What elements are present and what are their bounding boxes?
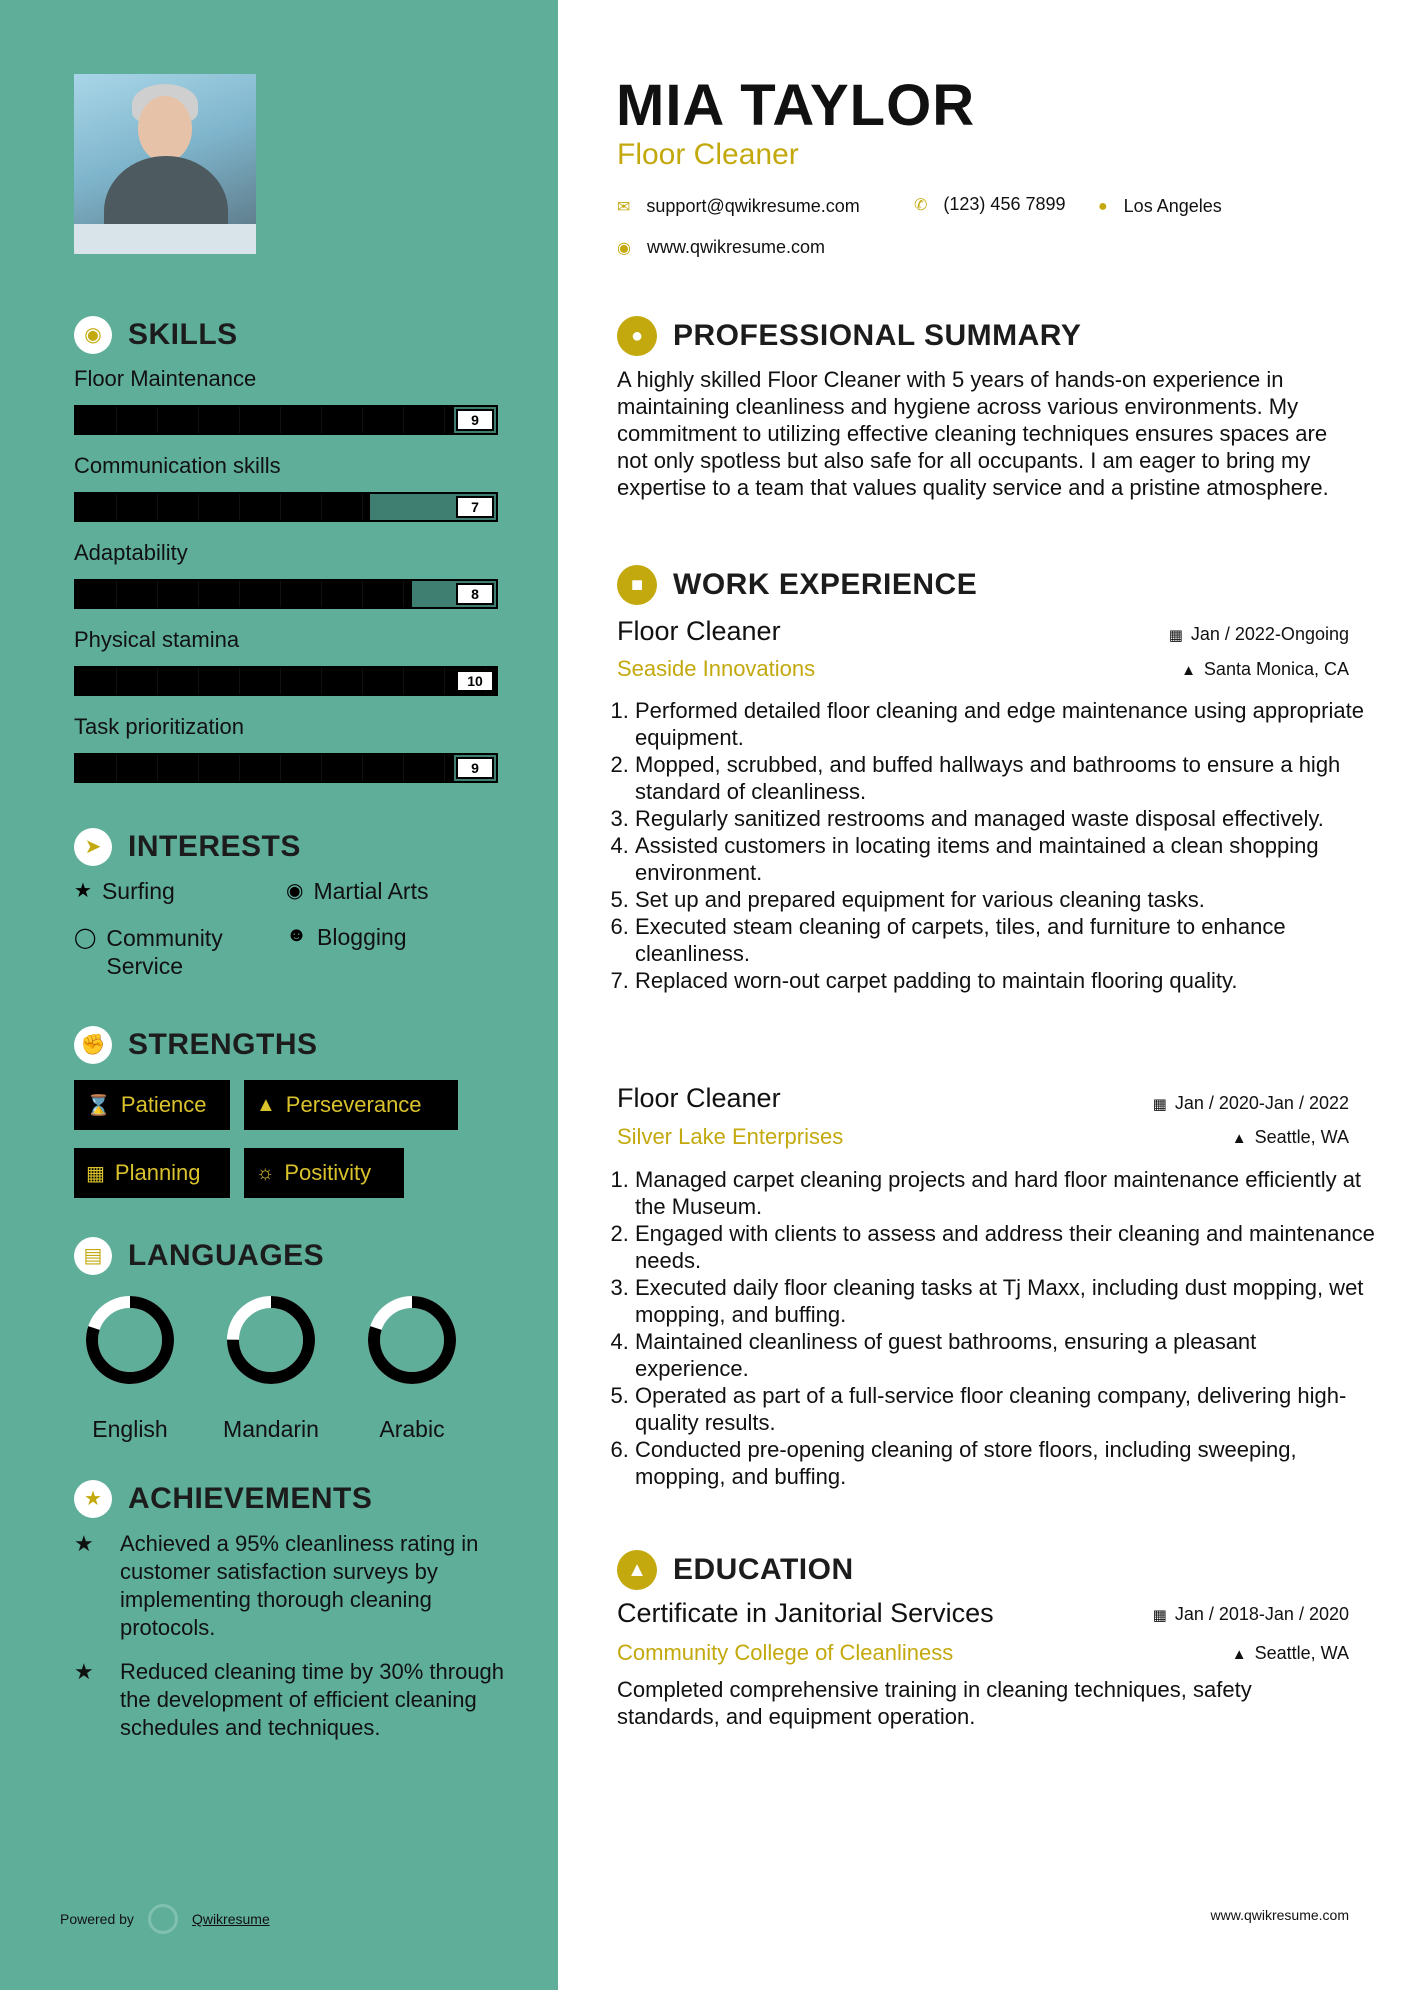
- strength-tag: ☼ Positivity: [244, 1148, 404, 1198]
- skill-level: 10: [456, 670, 494, 692]
- summary-text: A highly skilled Floor Cleaner with 5 years of hands-on experience in maintaining cleanliness and hygiene across various environments. My commitment to utilizing effective cleaning techniques ensures spaces are not only spotless but also safe for all occupants. I am eager to bring my expertise to a team that values quality service and a pristine atmosphere.: [617, 367, 1329, 500]
- interests-heading: [74, 828, 301, 866]
- skill-name: Task prioritization: [74, 714, 244, 739]
- skill-level: 9: [456, 409, 494, 431]
- duty-item: 2. Engaged with clients to assess and address their cleaning and maintenance needs.: [635, 1220, 1375, 1274]
- skill-bar: [74, 666, 498, 696]
- contact-location: ● Los Angeles: [1098, 196, 1222, 216]
- language-name: Mandarin: [223, 1416, 319, 1442]
- duty-item: 7. Replaced worn-out carpet padding to maintain flooring quality.: [635, 967, 1375, 994]
- achievement-item: ★ Reduced cleaning time by 30% through the development of efficient cleaning schedules and techniques.: [74, 1659, 505, 1740]
- language-ring: [82, 1292, 178, 1388]
- paper-plane-icon: ➤: [74, 828, 112, 866]
- briefcase-icon: ■: [617, 565, 657, 605]
- strength-tag: ⌛ Patience: [74, 1080, 230, 1130]
- handshake-icon: ◯: [74, 927, 97, 949]
- duty-item: 4. Assisted customers in locating items and maintained a clean shopping environment.: [635, 832, 1375, 886]
- skill-level: 7: [456, 496, 494, 518]
- education-dates: ▦ Jan / 2018-Jan / 2020: [1152, 1604, 1349, 1624]
- calendar-icon: ▦: [1152, 1096, 1167, 1113]
- language-item: [221, 1292, 321, 1443]
- language-item: [80, 1292, 180, 1443]
- pin-icon: ▲: [1231, 1646, 1247, 1663]
- education-title: EDUCATION: [673, 1553, 854, 1586]
- envelope-icon: ✉: [617, 198, 631, 216]
- languages-title: LANGUAGES: [128, 1239, 325, 1272]
- experience-title: WORK EXPERIENCE: [673, 568, 978, 601]
- candidate-name: MIA TAYLOR: [616, 73, 976, 138]
- education-school: Community College of Cleanliness: [617, 1640, 954, 1665]
- experience-heading: [617, 565, 977, 605]
- interest-item: ☻ Blogging: [286, 924, 407, 950]
- language-icon: ▤: [74, 1237, 112, 1275]
- job-location: ▲ Santa Monica, CA: [1181, 659, 1349, 679]
- duty-item: 1. Performed detailed floor cleaning and edge maintenance using appropriate equipment.: [635, 697, 1375, 751]
- calendar-icon: ▦: [86, 1162, 105, 1185]
- duty-item: 4. Maintained cleanliness of guest bathrooms, ensuring a pleasant experience.: [635, 1328, 1375, 1382]
- contact-email[interactable]: ✉ support@qwikresume.com: [617, 196, 860, 216]
- fist-icon: ✊: [74, 1026, 112, 1064]
- interest-item: ◉ Martial Arts: [286, 878, 429, 904]
- job-duties: [617, 1166, 1375, 1490]
- skill-name: Physical stamina: [74, 627, 240, 652]
- duty-item: 5. Set up and prepared equipment for various cleaning tasks.: [635, 886, 1375, 913]
- languages-heading: [74, 1237, 324, 1275]
- globe-icon: ◉: [617, 239, 631, 257]
- skill-name: Communication skills: [74, 453, 281, 478]
- skill-level: 8: [456, 583, 494, 605]
- duty-item: 5. Operated as part of a full-service floor cleaning company, delivering high-quality results.: [635, 1382, 1375, 1436]
- summary-heading: [617, 316, 1081, 356]
- strength-tag: ▲ Perseverance: [244, 1080, 458, 1130]
- duty-item: 6. Conducted pre-opening cleaning of store floors, including sweeping, mopping, and buffing.: [635, 1436, 1375, 1490]
- strengths-title: STRENGTHS: [128, 1028, 318, 1061]
- job-dates: ▦ Jan / 2022-Ongoing: [1168, 624, 1349, 644]
- users-icon: ☻: [286, 924, 308, 946]
- language-name: English: [92, 1416, 168, 1442]
- duty-item: 2. Mopped, scrubbed, and buffed hallways and bathrooms to ensure a high standard of cleanliness.: [635, 751, 1375, 805]
- skill-bar: [74, 753, 498, 783]
- skill-bar: [74, 492, 498, 522]
- star-icon: ★: [74, 1659, 94, 1684]
- pin-icon: ▲: [1181, 662, 1196, 679]
- education-degree: Certificate in Janitorial Services: [617, 1598, 994, 1628]
- candidate-role: Floor Cleaner: [617, 138, 799, 171]
- hourglass-icon: ⌛: [86, 1094, 111, 1117]
- achievements-heading: [74, 1480, 372, 1518]
- interests-title: INTERESTS: [128, 830, 301, 863]
- phone-icon: ✆: [914, 196, 928, 214]
- pin-icon: ▲: [1231, 1130, 1247, 1147]
- education-heading: [617, 1550, 854, 1590]
- duty-item: 3. Executed daily floor cleaning tasks at Tj Maxx, including dust mopping, wet mopping, and buffing.: [635, 1274, 1375, 1328]
- qwikresume-link[interactable]: Qwikresume: [191, 1911, 270, 1927]
- qwikresume-logo-icon: [148, 1904, 178, 1934]
- language-name: Arabic: [379, 1416, 445, 1442]
- skill-name: Adaptability: [74, 540, 188, 565]
- duty-item: 6. Executed steam cleaning of carpets, tiles, and furniture to enhance cleanliness.: [635, 913, 1375, 967]
- sidebar: [0, 0, 558, 1990]
- language-item: [362, 1292, 462, 1443]
- calendar-icon: ▦: [1152, 1607, 1167, 1624]
- job-dates: ▦ Jan / 2020-Jan / 2022: [1152, 1093, 1349, 1113]
- graduation-cap-icon: ▲: [617, 1550, 657, 1590]
- map-marker-icon: ●: [1098, 197, 1108, 215]
- skills-title: SKILLS: [128, 318, 238, 351]
- achievement-item: ★ Achieved a 95% cleanliness rating in customer satisfaction surveys by implementing thorough cleaning protocols.: [74, 1531, 479, 1640]
- summary-title: PROFESSIONAL SUMMARY: [673, 319, 1082, 352]
- user-icon: ●: [617, 316, 657, 356]
- footer-website[interactable]: www.qwikresume.com: [1210, 1907, 1349, 1923]
- star-icon: ★: [74, 1531, 94, 1556]
- skill-level: 9: [456, 757, 494, 779]
- calendar-icon: ▦: [1168, 627, 1183, 644]
- job-company: Silver Lake Enterprises: [617, 1124, 844, 1149]
- sun-icon: ☼: [256, 1161, 275, 1184]
- education-text: Completed comprehensive training in cleaning techniques, safety standards, and equipment operation.: [617, 1677, 1252, 1729]
- skill-name: Floor Maintenance: [74, 366, 257, 391]
- contact-phone[interactable]: ✆ (123) 456 7899: [914, 194, 1066, 214]
- skill-bar: [74, 579, 498, 609]
- language-ring: [364, 1292, 460, 1388]
- globe-icon: ◉: [286, 880, 304, 902]
- star-icon: ★: [74, 880, 92, 902]
- education-location: ▲ Seattle, WA: [1231, 1643, 1349, 1663]
- achievements-title: ACHIEVEMENTS: [128, 1482, 373, 1515]
- job-company: Seaside Innovations: [617, 656, 816, 681]
- job-duties: [617, 697, 1375, 994]
- strengths-heading: [74, 1026, 318, 1064]
- language-ring: [223, 1292, 319, 1388]
- strength-tag: ▦ Planning: [74, 1148, 230, 1198]
- job-title: Floor Cleaner: [617, 1083, 781, 1113]
- powered-by: Powered by Qwikresume: [60, 1904, 270, 1934]
- lightbulb-icon: ◉: [74, 316, 112, 354]
- skill-bar: [74, 405, 498, 435]
- profile-photo: [74, 74, 256, 254]
- main-content: [558, 0, 1407, 1990]
- duty-item: 3. Regularly sanitized restrooms and managed waste disposal effectively.: [635, 805, 1375, 832]
- interest-item: ◯ Community Service: [74, 925, 223, 979]
- trophy-icon: ★: [74, 1480, 112, 1518]
- contact-website[interactable]: ◉ www.qwikresume.com: [617, 237, 826, 257]
- skills-heading: [74, 316, 238, 354]
- job-location: ▲ Seattle, WA: [1231, 1127, 1349, 1147]
- interest-item: ★ Surfing: [74, 878, 175, 904]
- duty-item: 1. Managed carpet cleaning projects and hard floor maintenance efficiently at the Museum.: [635, 1166, 1375, 1220]
- road-icon: ▲: [256, 1093, 276, 1116]
- job-title: Floor Cleaner: [617, 616, 781, 646]
